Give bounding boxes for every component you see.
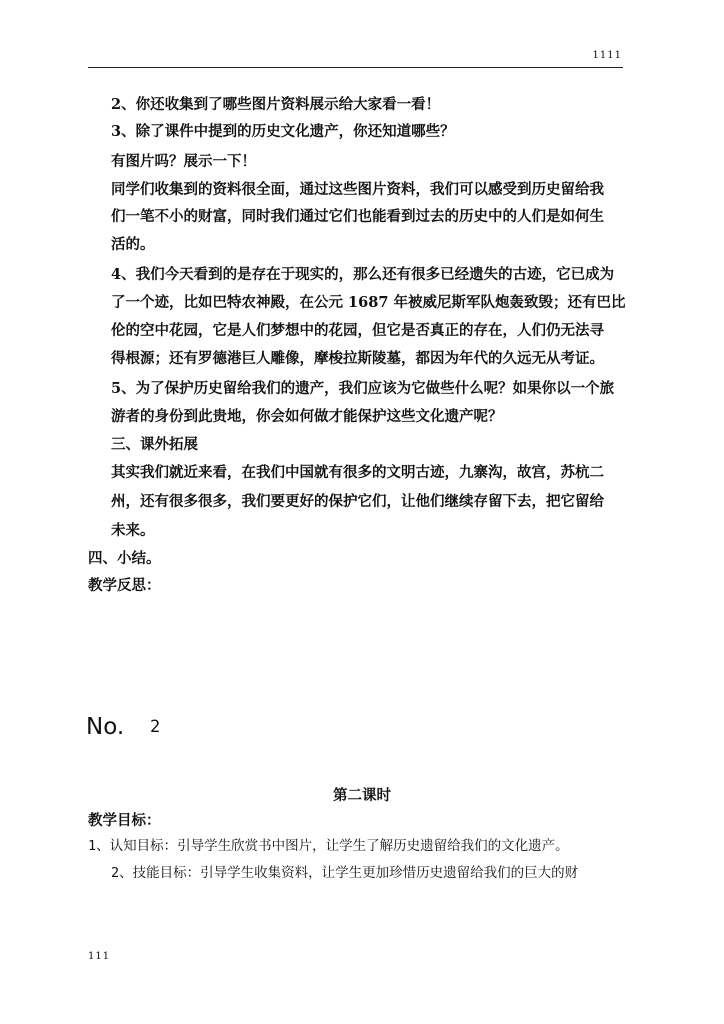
body-line: 活的。 bbox=[111, 236, 155, 253]
body-line: 得根源；还有罗德港巨人雕像，摩梭拉斯陵墓，都因为年代的久远无从考证。 bbox=[111, 350, 604, 367]
section-heading: 三、课外拓展 bbox=[111, 436, 198, 453]
body-line: 2、你还收集到了哪些图片资料展示给大家看一看！ bbox=[111, 96, 441, 113]
body-line: 游者的身份到此贵地，你会如何做才能保护这些文化遗产呢？ bbox=[111, 408, 503, 425]
body-line: 州，还有很多很多，我们要更好的保护它们，让他们继续存留下去，把它留给 bbox=[111, 493, 604, 510]
objective-item: 1、认知目标：引导学生欣赏书中图片，让学生了解历史遗留给我们的文化遗产。 bbox=[88, 838, 569, 854]
section-number-value: 2 bbox=[150, 717, 161, 737]
body-line: 3、除了课件中提到的历史文化遗产，你还知道哪些？ bbox=[111, 123, 455, 140]
section-heading: 四、小结。 bbox=[88, 550, 161, 567]
objective-item: 2、技能目标：引导学生收集资料，让学生更加珍惜历史遗留给我们的巨大的财 bbox=[111, 865, 579, 881]
body-line: 们一笔不小的财富，同时我们通过它们也能看到过去的历史中的人们是如何生 bbox=[111, 208, 604, 225]
footer-page-number: 111 bbox=[88, 951, 111, 962]
body-line: 有图片吗？展示一下！ bbox=[111, 153, 256, 170]
body-line: 了一个迹，比如巴特农神殿，在公元 1687 年被威尼斯军队炮轰致毁；还有巴比 bbox=[111, 294, 626, 311]
section-number-label: No. bbox=[86, 714, 125, 740]
lesson-title: 第二课时 bbox=[333, 787, 391, 804]
body-line: 4、我们今天看到的是存在于现实的，那么还有很多已经遗失的古迹，它已成为 bbox=[111, 266, 615, 283]
body-line: 伦的空中花园，它是人们梦想中的花园，但它是否真正的存在，人们仍无法寻 bbox=[111, 322, 604, 339]
body-line: 5、为了保护历史留给我们的遗产，我们应该为它做些什么呢？如果你以一个旅 bbox=[111, 380, 615, 397]
body-line: 未来。 bbox=[111, 522, 155, 539]
header-divider bbox=[88, 67, 623, 68]
body-line: 其实我们就近来看，在我们中国就有很多的文明古迹，九寨沟，故宫，苏杭二 bbox=[111, 464, 604, 481]
body-line: 同学们收集到的资料很全面，通过这些图片资料，我们可以感受到历史留给我 bbox=[111, 181, 604, 198]
header-page-number: 1111 bbox=[592, 50, 622, 61]
objectives-heading: 教学目标： bbox=[88, 812, 161, 829]
reflection-heading: 教学反思： bbox=[88, 577, 161, 594]
